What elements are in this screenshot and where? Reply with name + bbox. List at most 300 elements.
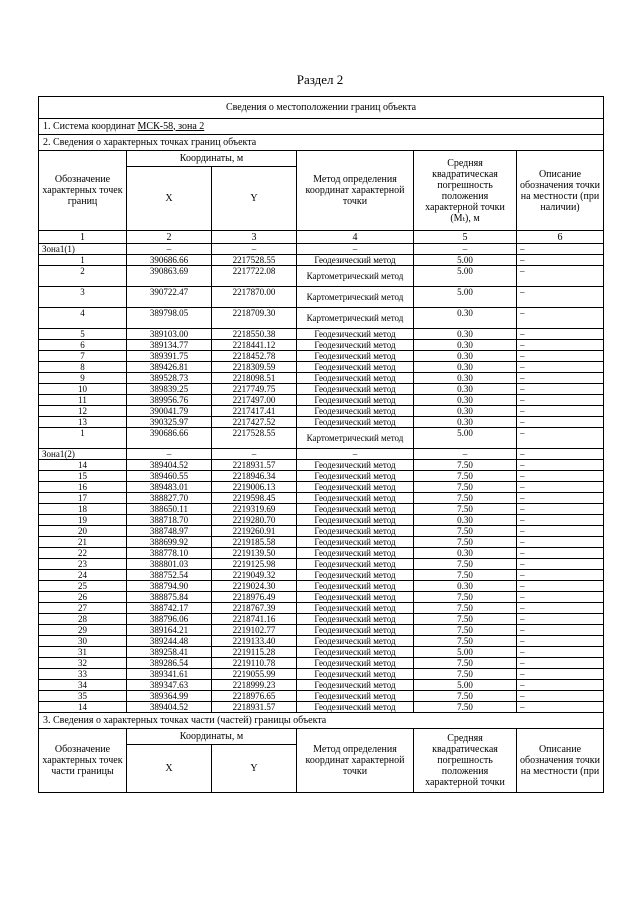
error: 0.30 xyxy=(414,351,517,362)
error: 7.50 xyxy=(414,592,517,603)
y-value: 2218931.57 xyxy=(212,460,297,471)
page-title: Раздел 2 xyxy=(296,72,344,87)
y-value: 2218441.12 xyxy=(212,340,297,351)
x-value: 388796.06 xyxy=(127,614,212,625)
error: 0.30 xyxy=(414,329,517,340)
point-id: 32 xyxy=(39,658,127,669)
x-value: 390686.66 xyxy=(127,255,212,266)
table-row xyxy=(39,614,604,625)
coord-system-value: МСК-58, зона 2 xyxy=(137,120,205,132)
y-value: 2218931.57 xyxy=(212,702,297,713)
description: – xyxy=(517,244,604,255)
description: – xyxy=(517,449,604,460)
point-id: Зона1(2) xyxy=(39,449,127,460)
y-value: 2217528.55 xyxy=(212,428,297,449)
y-value: 2219055.99 xyxy=(212,669,297,680)
y-value: 2219006.13 xyxy=(212,482,297,493)
y-value: 2219049.32 xyxy=(212,570,297,581)
method: Геодезический метод xyxy=(297,581,414,592)
error: 5.00 xyxy=(414,255,517,266)
error: 7.50 xyxy=(414,669,517,680)
method: Картометрический метод xyxy=(297,308,414,329)
description: – xyxy=(517,526,604,537)
col-number-2: 2 xyxy=(127,231,212,244)
y-value: 2219280.70 xyxy=(212,515,297,526)
method: Геодезический метод xyxy=(297,417,414,428)
description: – xyxy=(517,669,604,680)
point-id: 31 xyxy=(39,647,127,658)
error: 5.00 xyxy=(414,680,517,691)
description: – xyxy=(517,702,604,713)
method: Геодезический метод xyxy=(297,570,414,581)
method: Геодезический метод xyxy=(297,384,414,395)
point-id: 33 xyxy=(39,669,127,680)
error: 0.30 xyxy=(414,406,517,417)
error: 7.50 xyxy=(414,537,517,548)
point-id: 29 xyxy=(39,625,127,636)
point-id: 34 xyxy=(39,680,127,691)
error: 0.30 xyxy=(414,373,517,384)
table-row xyxy=(39,515,604,526)
y-value: 2218309.59 xyxy=(212,362,297,373)
x-value: 388794.90 xyxy=(127,581,212,592)
y-value: 2218709.30 xyxy=(212,308,297,329)
error: 0.30 xyxy=(414,340,517,351)
point-id: 9 xyxy=(39,373,127,384)
description: – xyxy=(517,559,604,570)
error: 7.50 xyxy=(414,625,517,636)
x-value: 389134.77 xyxy=(127,340,212,351)
s2-header-y: Y xyxy=(212,167,297,231)
y-value: 2218976.65 xyxy=(212,691,297,702)
point-id: 23 xyxy=(39,559,127,570)
error: 7.50 xyxy=(414,504,517,515)
x-value: 388742.17 xyxy=(127,603,212,614)
method: Геодезический метод xyxy=(297,647,414,658)
x-value: 389347.63 xyxy=(127,680,212,691)
y-value: 2218452.78 xyxy=(212,351,297,362)
error: 0.30 xyxy=(414,308,517,329)
description: – xyxy=(517,570,604,581)
table-row xyxy=(39,680,604,691)
description: – xyxy=(517,537,604,548)
table-row xyxy=(39,625,604,636)
col-number-3: 3 xyxy=(212,231,297,244)
error: 0.30 xyxy=(414,384,517,395)
x-value: 389286.54 xyxy=(127,658,212,669)
point-id: 5 xyxy=(39,329,127,340)
s2-header-desc: Описание обозначения точки на местности (при наличии) xyxy=(517,151,604,231)
x-value: 388718.70 xyxy=(127,515,212,526)
method: Геодезический метод xyxy=(297,351,414,362)
error: 0.30 xyxy=(414,548,517,559)
error: 7.50 xyxy=(414,691,517,702)
table-row xyxy=(39,406,604,417)
method: Геодезический метод xyxy=(297,592,414,603)
x-value: 388801.03 xyxy=(127,559,212,570)
table-row xyxy=(39,482,604,493)
error: 7.50 xyxy=(414,559,517,570)
point-id: 14 xyxy=(39,702,127,713)
point-id: 18 xyxy=(39,504,127,515)
description: – xyxy=(517,384,604,395)
y-value: 2218767.39 xyxy=(212,603,297,614)
col-number-4: 4 xyxy=(297,231,414,244)
error: 0.30 xyxy=(414,362,517,373)
method: Геодезический метод xyxy=(297,329,414,340)
error: 7.50 xyxy=(414,460,517,471)
point-id: 4 xyxy=(39,308,127,329)
method: Геодезический метод xyxy=(297,669,414,680)
zone-row xyxy=(39,244,604,255)
x-value: 388778.10 xyxy=(127,548,212,559)
description: – xyxy=(517,482,604,493)
error: 0.30 xyxy=(414,581,517,592)
point-id: 20 xyxy=(39,526,127,537)
method: Геодезический метод xyxy=(297,603,414,614)
table-row xyxy=(39,548,604,559)
y-value: 2218741.16 xyxy=(212,614,297,625)
y-value: 2219024.30 xyxy=(212,581,297,592)
x-value: 388752.54 xyxy=(127,570,212,581)
description: – xyxy=(517,266,604,287)
table-row xyxy=(39,636,604,647)
point-id: 26 xyxy=(39,592,127,603)
s3-header-method: Метод определения координат характерной точки xyxy=(297,729,414,793)
col-number-1: 1 xyxy=(39,231,127,244)
y-value: – xyxy=(212,244,297,255)
s2-header-method: Метод определения координат характерной точки xyxy=(297,151,414,231)
y-value: 2219110.78 xyxy=(212,658,297,669)
point-id: 1 xyxy=(39,428,127,449)
col-number-6: 6 xyxy=(517,231,604,244)
table-row xyxy=(39,287,604,308)
method: Геодезический метод xyxy=(297,460,414,471)
description: – xyxy=(517,395,604,406)
method: Геодезический метод xyxy=(297,340,414,351)
y-value: 2218550.38 xyxy=(212,329,297,340)
x-value: 388699.92 xyxy=(127,537,212,548)
point-id: 2 xyxy=(39,266,127,287)
x-value: 388875.84 xyxy=(127,592,212,603)
y-value: 2217497.00 xyxy=(212,395,297,406)
method: Картометрический метод xyxy=(297,287,414,308)
description: – xyxy=(517,504,604,515)
coord-system-label: 1. Система координат xyxy=(43,120,138,132)
description: – xyxy=(517,351,604,362)
description: – xyxy=(517,428,604,449)
y-value: 2217427.52 xyxy=(212,417,297,428)
coord-system-row xyxy=(39,119,604,135)
x-value: 389244.48 xyxy=(127,636,212,647)
point-id: 13 xyxy=(39,417,127,428)
y-value: – xyxy=(212,449,297,460)
table-row xyxy=(39,428,604,449)
error: – xyxy=(414,449,517,460)
description: – xyxy=(517,362,604,373)
x-value: 388827.70 xyxy=(127,493,212,504)
s2-header-designation: Обозначение характерных точек границ xyxy=(39,151,127,231)
x-value: 389391.75 xyxy=(127,351,212,362)
y-value: 2219598.45 xyxy=(212,493,297,504)
method: Геодезический метод xyxy=(297,691,414,702)
point-id: 1 xyxy=(39,255,127,266)
point-id: 8 xyxy=(39,362,127,373)
x-value: 389364.99 xyxy=(127,691,212,702)
point-id: 24 xyxy=(39,570,127,581)
description: – xyxy=(517,636,604,647)
x-value: 389103.00 xyxy=(127,329,212,340)
table-row xyxy=(39,603,604,614)
y-value: 2219102.77 xyxy=(212,625,297,636)
x-value: 390041.79 xyxy=(127,406,212,417)
method: Геодезический метод xyxy=(297,482,414,493)
x-value: 389483.01 xyxy=(127,482,212,493)
col-number-5: 5 xyxy=(414,231,517,244)
error: 7.50 xyxy=(414,614,517,625)
description: – xyxy=(517,493,604,504)
method: Геодезический метод xyxy=(297,526,414,537)
description: – xyxy=(517,417,604,428)
description: – xyxy=(517,548,604,559)
error: 7.50 xyxy=(414,570,517,581)
y-value: 2217722.08 xyxy=(212,266,297,287)
table-row xyxy=(39,362,604,373)
method: Геодезический метод xyxy=(297,658,414,669)
error: 5.00 xyxy=(414,428,517,449)
point-id: 30 xyxy=(39,636,127,647)
s3-header-error: Средняя квадратическая погрешность положения характерной точки xyxy=(414,729,517,793)
point-id: 15 xyxy=(39,471,127,482)
description: – xyxy=(517,592,604,603)
error: 7.50 xyxy=(414,493,517,504)
description: – xyxy=(517,625,604,636)
point-id: 16 xyxy=(39,482,127,493)
table-row xyxy=(39,504,604,515)
y-value: 2217749.75 xyxy=(212,384,297,395)
table-row xyxy=(39,255,604,266)
error: 7.50 xyxy=(414,702,517,713)
table-row xyxy=(39,658,604,669)
s3-header-coords: Координаты, м xyxy=(127,729,297,745)
x-value: 390722.47 xyxy=(127,287,212,308)
description: – xyxy=(517,406,604,417)
s3-header-designation: Обозначение характерных точек части границы xyxy=(39,729,127,793)
table-row xyxy=(39,559,604,570)
s3-header-x: X xyxy=(127,745,212,793)
error: 7.50 xyxy=(414,636,517,647)
y-value: 2218946.34 xyxy=(212,471,297,482)
description: – xyxy=(517,255,604,266)
point-id: 19 xyxy=(39,515,127,526)
table-row xyxy=(39,669,604,680)
x-value: 389164.21 xyxy=(127,625,212,636)
table-row xyxy=(39,395,604,406)
description: – xyxy=(517,691,604,702)
x-value: 390686.66 xyxy=(127,428,212,449)
y-value: 2219139.50 xyxy=(212,548,297,559)
method: Геодезический метод xyxy=(297,504,414,515)
y-value: 2217528.55 xyxy=(212,255,297,266)
y-value: 2219260.91 xyxy=(212,526,297,537)
method: – xyxy=(297,449,414,460)
x-value: 388748.97 xyxy=(127,526,212,537)
section-title: Сведения о местоположении границ объекта xyxy=(39,97,604,119)
method: Геодезический метод xyxy=(297,373,414,384)
table-row xyxy=(39,581,604,592)
point-id: 14 xyxy=(39,460,127,471)
method: Картометрический метод xyxy=(297,266,414,287)
table-row xyxy=(39,471,604,482)
table-row xyxy=(39,308,604,329)
table-row xyxy=(39,460,604,471)
error: 5.00 xyxy=(414,287,517,308)
s2-header-error: Средняя квадратическая погрешность положения характерной точки (Mₜ), м xyxy=(414,151,517,231)
error: 0.30 xyxy=(414,515,517,526)
y-value: 2219319.69 xyxy=(212,504,297,515)
method: Геодезический метод xyxy=(297,471,414,482)
method: Геодезический метод xyxy=(297,406,414,417)
point-id: 12 xyxy=(39,406,127,417)
x-value: 389460.55 xyxy=(127,471,212,482)
s2-title: 2. Сведения о характерных точках границ объекта xyxy=(39,135,604,151)
table-row xyxy=(39,647,604,658)
point-id: 6 xyxy=(39,340,127,351)
x-value: 389426.81 xyxy=(127,362,212,373)
y-value: 2217870.00 xyxy=(212,287,297,308)
error: – xyxy=(414,244,517,255)
description: – xyxy=(517,658,604,669)
description: – xyxy=(517,603,604,614)
y-value: 2219125.98 xyxy=(212,559,297,570)
table-row xyxy=(39,592,604,603)
y-value: 2218999.23 xyxy=(212,680,297,691)
x-value: 389798.05 xyxy=(127,308,212,329)
s3-title: 3. Сведения о характерных точках части (частей) границы объекта xyxy=(39,713,604,729)
table-row xyxy=(39,570,604,581)
method: Геодезический метод xyxy=(297,614,414,625)
table-row xyxy=(39,493,604,504)
description: – xyxy=(517,373,604,384)
error: 7.50 xyxy=(414,471,517,482)
table-row xyxy=(39,384,604,395)
method: Геодезический метод xyxy=(297,395,414,406)
y-value: 2219185.58 xyxy=(212,537,297,548)
point-id: 25 xyxy=(39,581,127,592)
table-row xyxy=(39,329,604,340)
error: 7.50 xyxy=(414,526,517,537)
error: 5.00 xyxy=(414,266,517,287)
error: 7.50 xyxy=(414,482,517,493)
error: 7.50 xyxy=(414,658,517,669)
description: – xyxy=(517,340,604,351)
method: Геодезический метод xyxy=(297,680,414,691)
y-value: 2219115.28 xyxy=(212,647,297,658)
x-value: 389956.76 xyxy=(127,395,212,406)
description: – xyxy=(517,614,604,625)
table-row xyxy=(39,417,604,428)
point-id: Зона1(1) xyxy=(39,244,127,255)
description: – xyxy=(517,460,604,471)
method: Геодезический метод xyxy=(297,702,414,713)
method: Геодезический метод xyxy=(297,515,414,526)
table-row xyxy=(39,340,604,351)
table-row xyxy=(39,266,604,287)
point-id: 7 xyxy=(39,351,127,362)
x-value: 390863.69 xyxy=(127,266,212,287)
error: 0.30 xyxy=(414,395,517,406)
description: – xyxy=(517,647,604,658)
point-id: 27 xyxy=(39,603,127,614)
table-row xyxy=(39,373,604,384)
boundary-table xyxy=(38,96,604,793)
x-value: – xyxy=(127,449,212,460)
x-value: – xyxy=(127,244,212,255)
s3-header-desc: Описание обозначения точки на местности (при xyxy=(517,729,604,793)
x-value: 389258.41 xyxy=(127,647,212,658)
table-row xyxy=(39,691,604,702)
description: – xyxy=(517,680,604,691)
s2-header-x: X xyxy=(127,167,212,231)
method: Геодезический метод xyxy=(297,255,414,266)
x-value: 389839.25 xyxy=(127,384,212,395)
description: – xyxy=(517,581,604,592)
x-value: 389404.52 xyxy=(127,460,212,471)
table-row xyxy=(39,537,604,548)
point-id: 11 xyxy=(39,395,127,406)
error: 7.50 xyxy=(414,603,517,614)
x-value: 388650.11 xyxy=(127,504,212,515)
x-value: 389341.61 xyxy=(127,669,212,680)
table-row xyxy=(39,702,604,713)
description: – xyxy=(517,287,604,308)
method: Геодезический метод xyxy=(297,625,414,636)
s2-header-coords: Координаты, м xyxy=(127,151,297,167)
point-id: 17 xyxy=(39,493,127,504)
description: – xyxy=(517,471,604,482)
x-value: 390325.97 xyxy=(127,417,212,428)
table-row xyxy=(39,526,604,537)
x-value: 389404.52 xyxy=(127,702,212,713)
zone-row xyxy=(39,449,604,460)
method: – xyxy=(297,244,414,255)
y-value: 2217417.41 xyxy=(212,406,297,417)
method: Геодезический метод xyxy=(297,493,414,504)
method: Геодезический метод xyxy=(297,559,414,570)
method: Картометрический метод xyxy=(297,428,414,449)
point-id: 21 xyxy=(39,537,127,548)
method: Геодезический метод xyxy=(297,636,414,647)
table-row xyxy=(39,351,604,362)
y-value: 2218976.49 xyxy=(212,592,297,603)
description: – xyxy=(517,515,604,526)
description: – xyxy=(517,329,604,340)
error: 0.30 xyxy=(414,417,517,428)
description: – xyxy=(517,308,604,329)
point-id: 3 xyxy=(39,287,127,308)
method: Геодезический метод xyxy=(297,548,414,559)
method: Геодезический метод xyxy=(297,362,414,373)
point-id: 10 xyxy=(39,384,127,395)
method: Геодезический метод xyxy=(297,537,414,548)
point-id: 22 xyxy=(39,548,127,559)
s3-header-y: Y xyxy=(212,745,297,793)
point-id: 35 xyxy=(39,691,127,702)
point-id: 28 xyxy=(39,614,127,625)
y-value: 2218098.51 xyxy=(212,373,297,384)
x-value: 389528.73 xyxy=(127,373,212,384)
y-value: 2219133.40 xyxy=(212,636,297,647)
